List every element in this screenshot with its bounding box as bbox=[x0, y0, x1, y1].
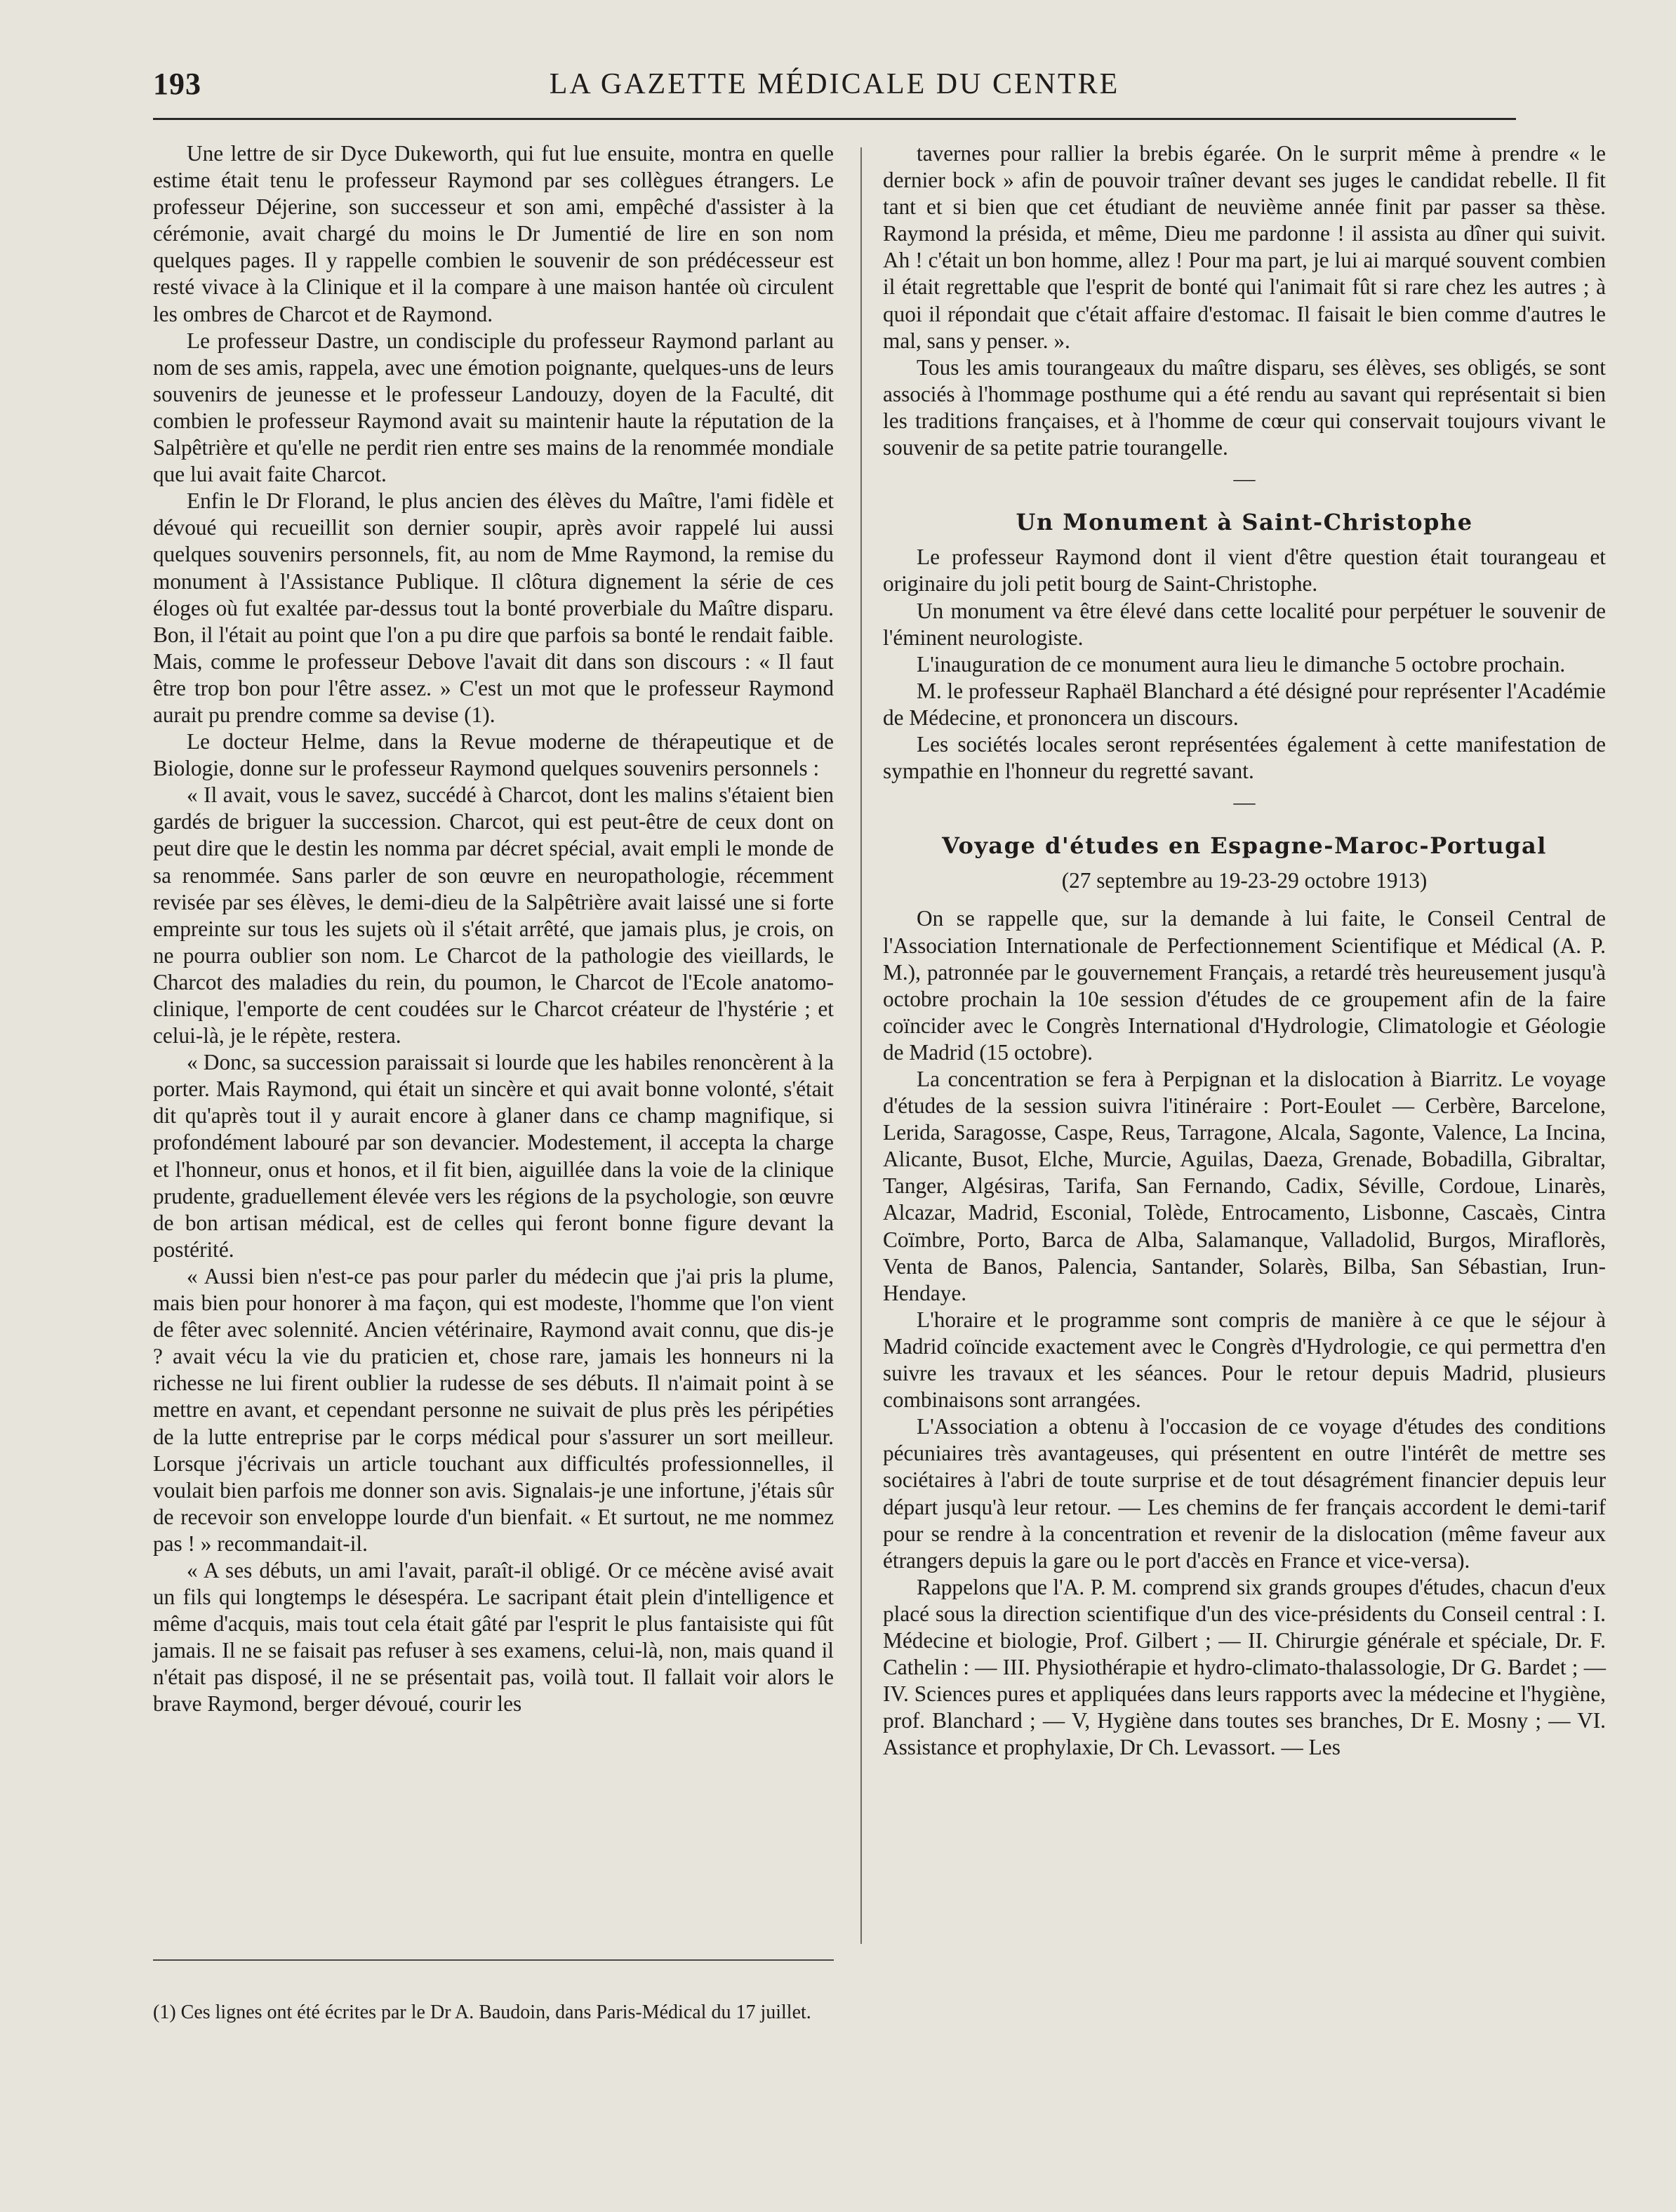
paragraph: Enfin le Dr Florand, le plus ancien des élèves du Maître, l'ami fidèle et dévoué qui recueillit son dernier soupir, après avoir rappelé lui aussi quelques souvenirs personnels, fit, au nom de Mme Raymond, la remise du monument à l'Assistance Publique. Il clôtura dignement la série de ces éloges où fut exaltée par-dessus tout la bonté proverbiale du Maître disparu. Bon, il l'était au point que l'on a pu dire que parfois sa bonté le rendait faible. Mais, comme le professeur Debove l'avait dit dans son discours : « Il faut être trop bon pour l'être assez. » C'est un mot que le professeur Raymond aurait pu prendre comme sa devise (1). bbox=[153, 488, 834, 727]
paragraph: Tous les amis tourangeaux du maître disparu, ses élèves, ses obligés, se sont associés à l'hommage posthume qui a été rendu au savant qui représentait si bien les traditions françaises, et à l'homme de cœur qui conservait toujours vivant le souvenir de sa petite patrie tourangelle. bbox=[883, 354, 1606, 460]
journal-title: LA GAZETTE MÉDICALE DU CENTRE bbox=[549, 68, 1120, 100]
footnote-divider bbox=[153, 1959, 834, 1961]
page-header bbox=[153, 62, 1516, 120]
section-separator: — bbox=[1233, 466, 1256, 491]
voyage-section-title: Voyage d'études en Espagne-Maroc-Portugal bbox=[942, 832, 1547, 860]
footnote: (1) Ces lignes ont été écrites par le Dr A. Baudoin, dans Paris-Médical du 17 juillet. bbox=[153, 2001, 811, 2023]
paragraph: « Donc, sa succession paraissait si lourde que les habiles renoncèrent à la porter. Mais Raymond, qui était un sincère et qui avait bonne volonté, s'était dit qu'après tout il y aurait encore à glaner dans ce champ magnifique, si profondément labouré par son devancier. Modestement, il accepta la charge et l'honneur, onus et honos, et il fit bien, aiguillée dans la voie de la clinique prudente, graduellement élevée vers les régions de la psychologie, son œuvre de bon artisan médical, est de celles qui feront bonne figure devant la postérité. bbox=[153, 1050, 834, 1262]
paragraph: M. le professeur Raphaël Blanchard a été désigné pour représenter l'Académie de Médecine, et prononcera un discours. bbox=[883, 678, 1606, 730]
paragraph: tavernes pour rallier la brebis égarée. On le surprit même à prendre « le dernier bock » afin de pouvoir traîner devant ses juges le candidat rebelle. Il fit tant et si bien que cet étudiant de neuvième année finit par passer sa thèse. Raymond la présida, et même, Dieu me pardonne ! il assista au dîner qui suivit. Ah ! c'était un bon homme, allez ! Pour ma part, je lui ai marqué souvent combien il était regrettable que l'esprit de bonté qui l'animait fût si rare chez les autres ; à quoi il répondait que c'était affaire d'estomac. Il faisait le bien comme d'autres le mal, sans y penser. ». bbox=[883, 141, 1606, 353]
left-column bbox=[153, 140, 834, 1718]
paragraph: La concentration se fera à Perpignan et la dislocation à Biarritz. Le voyage d'études de la session suivra l'itinéraire : Port-Eoulet — Cerbère, Barcelone, Lerida, Saragosse, Caspe, Reus, Tarragone, Alcala, Sagonte, Valence, La Incina, Alicante, Busot, Elche, Murcie, Aguilas, Daeza, Grenade, Bobadilla, Gibraltar, Tanger, Algésiras, Tarifa, San Fernando, Cadix, Séville, Cordoue, Linarès, Alcazar, Madrid, Esconial, Tolède, Entrocamento, Lisbonne, Cascaès, Cintra Coïmbre, Porto, Barca de Alba, Salamanque, Valladolid, Burgos, Miraflorès, Venta de Banos, Palencia, Santander, Solarès, Bilba, San Sébastian, Irun-Hendaye. bbox=[883, 1067, 1606, 1305]
paragraph: Une lettre de sir Dyce Dukeworth, qui fut lue ensuite, montra en quelle estime était tenu le professeur Raymond par ses collègues étrangers. Le professeur Déjerine, son successeur et son ami, empêché d'assister à la cérémonie, avait chargé du moins le Dr Jumentié de lire en son nom quelques pages. Il y rappelle combien le souvenir de son prédécesseur est resté vivace à la Clinique et il la compare à une maison hantée où circulent les ombres de Charcot et de Raymond. bbox=[153, 141, 834, 326]
monument-section-title: Un Monument à Saint-Christophe bbox=[1016, 509, 1473, 536]
paragraph: L'Association a obtenu à l'occasion de ce voyage d'études des conditions pécuniaires très avantageuses, qui présentent en outre l'intérêt de mettre ses sociétaires à l'abri de toute surprise et de tout désagrément financier depuis leur départ jusqu'à leur retour. — Les chemins de fer français accordent le demi-tarif pour se rendre à la concentration et revenir de la dislocation (même faveur aux étrangers depuis la gare ou le port d'accès en France et vice-versa). bbox=[883, 1414, 1606, 1573]
paragraph: Les sociétés locales seront représentées également à cette manifestation de sympathie en l'honneur du regretté savant. bbox=[883, 731, 1606, 784]
paragraph: « Aussi bien n'est-ce pas pour parler du médecin que j'ai pris la plume, mais bien pour honorer à ma façon, qui est modeste, l'homme que l'on vient de fêter avec solennité. Ancien vétérinaire, Raymond avait connu, que dis-je ? avait vécu la vie du praticien et, chose rare, jamais les honneurs ni la richesse ne lui firent oublier la rudesse de ses débuts. Il n'aimait point à se mettre en avant, et cependant personne ne suivait de plus près les péripéties de la lutte entreprise par le corps médical pour s'assurer un sort meilleur. Lorsque j'écrivais un article touchant aux difficultés professionnelles, il voulait bien parfois me donner son avis. Signalais-je une infortune, j'étais sûr de recevoir son enveloppe lourde d'un bienfait. « Et surtout, ne me nommez pas ! » recommandait-il. bbox=[153, 1263, 834, 1556]
page-number: 193 bbox=[153, 67, 201, 101]
paragraph: Rappelons que l'A. P. M. comprend six grands groupes d'études, chacun d'eux placé sous la direction scientifique d'un des vice-présidents du Conseil central : I. Médecine et biologie, Prof. Gilbert ; — II. Chirurgie générale et spéciale, Dr. F. Cathelin : — III. Physiothérapie et hydro-climato-thalassologie, Dr G. Bardet ; — IV. Sciences pures et appliquées dans leurs rapports avec la médecine et l'hygiène, prof. Blanchard ; — V, Hygiène dans toutes ses branches, Dr E. Mosny ; — VI. Assistance et prophylaxie, Dr Ch. Levassort. — Les bbox=[883, 1574, 1606, 1760]
paragraph: Le professeur Dastre, un condisciple du professeur Raymond parlant au nom de ses amis, rappela, avec une émotion poignante, quelques-uns de leurs souvenirs de jeunesse et le professeur Landouzy, doyen de la Faculté, dit combien le professeur Raymond avait su maintenir haute la réputation de la Salpêtrière et qu'elle ne perdit rien entre ses mains de la renommée mondiale que lui avait faite Charcot. bbox=[153, 328, 834, 487]
right-column bbox=[883, 140, 1606, 1761]
voyage-section-dates: (27 septembre au 19-23-29 octobre 1913) bbox=[1061, 868, 1428, 893]
paragraph: L'inauguration de ce monument aura lieu le dimanche 5 octobre prochain. bbox=[917, 651, 1566, 677]
paragraph: Un monument va être élevé dans cette localité pour perpétuer le souvenir de l'éminent neurologiste. bbox=[883, 598, 1606, 650]
paragraph: L'horaire et le programme sont compris de manière à ce que le séjour à Madrid coïncide exactement avec le Congrès d'Hydrologie, ce qui permettra d'en suivre les travaux et les séances. Pour le retour depuis Madrid, plusieurs combinaisons sont arrangées. bbox=[883, 1307, 1606, 1413]
paragraph: « Il avait, vous le savez, succédé à Charcot, dont les malins s'étaient bien gardés de briguer la succession. Charcot, qui est peut-être de ceux dont on peut dire que le destin les nomma par décret spécial, avait empli le monde de sa renommée. Sans parler de son œuvre en neuropathologie, récemment revisée par ses élèves, le demi-dieu de la Salpêtrière avait laissé une si forte empreinte sur tous les sujets où il s'était arrêté, que jamais plus, je crois, on ne pourra oublier son nom. Le Charcot de la pathologie des vieillards, le Charcot des maladies du rein, du poumon, le Charcot de l'Ecole anatomo-clinique, l'emporte de cent coudées sur le Charcot créateur de l'hystérie ; et celui-là, je le répète, restera. bbox=[153, 782, 834, 1048]
paragraph: Le professeur Raymond dont il vient d'être question était tourangeau et originaire du joli petit bourg de Saint-Christophe. bbox=[883, 545, 1606, 597]
paragraph: On se rappelle que, sur la demande à lui faite, le Conseil Central de l'Association Internationale de Perfectionnement Scientifique et Médical (A. P. M.), patronnée par le gouvernement Français, a retardé très heureusement jusqu'à octobre prochain la 10e session d'études de ce groupement afin de la faire coïncider avec le Congrès International d'Hydrologie, Climatologie et Géologie de Madrid (15 octobre). bbox=[883, 906, 1606, 1065]
paragraph: Le docteur Helme, dans la Revue moderne de thérapeutique et de Biologie, donne sur le professeur Raymond quelques souvenirs personnels : bbox=[153, 729, 834, 781]
paragraph: « A ses débuts, un ami l'avait, paraît-il obligé. Or ce mécène avisé avait un fils qui longtemps le désespéra. Le sacripant était plein d'intelligence et même d'acquis, mais tout cela était gâté par l'esprit le plus fantaisiste qui fût jamais. Il ne se faisait pas refuser à ses examens, celui-là, non, mais quand il n'était pas disposé, il ne se présentait pas, voilà tout. Il fallait voir alors le brave Raymond, berger dévoué, courir les bbox=[153, 1557, 834, 1717]
column-divider bbox=[860, 147, 862, 1944]
section-separator: — bbox=[1233, 789, 1256, 815]
